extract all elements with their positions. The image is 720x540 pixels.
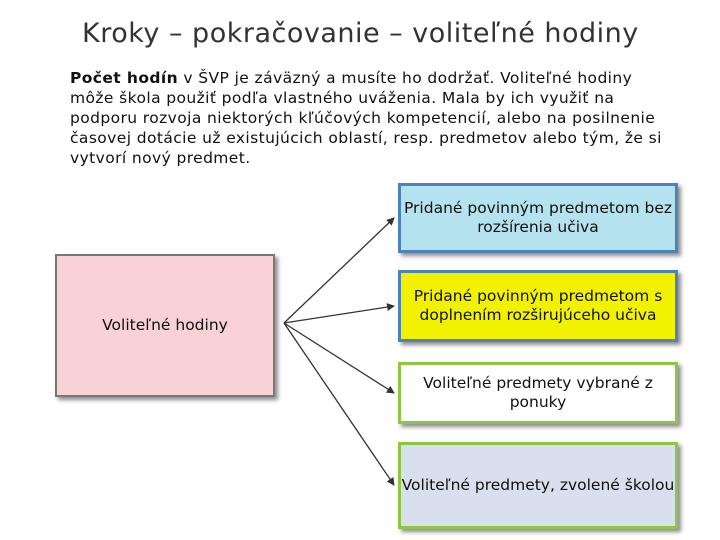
target-box-label: Pridané povinným predmetom s doplnením rozširujúceho učiva — [413, 287, 663, 324]
target-box-label: Voliteľné predmety, zvolené školou — [401, 476, 675, 494]
target-box-label: Pridané povinným predmetom bez rozšírenia učiva — [403, 199, 672, 236]
source-box-volitelne-hodiny — [55, 254, 275, 397]
source-box-label: Voliteľné hodiny — [102, 316, 228, 334]
slide-title: Kroky – pokračovanie – voliteľné hodiny — [82, 18, 639, 49]
arrow-to-target-2 — [284, 306, 394, 323]
intro-text: v ŠVP je záväzný a musíte ho dodržať. Voliteľné hodiny môže škola použiť podľa vlastného uváženia. Mala by ich využiť na podporu rozvoja niektorých kľúčových kompetencií, alebo na posilnenie časovej dotácie už existujúcich oblastí, resp. predmetov alebo tým, že si vytvorí nový predmet. — [70, 69, 662, 167]
target-box-label: Voliteľné predmety vybrané z ponuky — [423, 374, 653, 411]
arrow-to-target-4 — [284, 323, 394, 485]
target-box-zvolene-skolou — [398, 442, 678, 529]
arrow-to-target-3 — [284, 323, 394, 393]
intro-bold-term: Počet hodín — [70, 69, 179, 87]
target-box-s-doplnenim — [398, 270, 678, 342]
arrow-to-target-1 — [284, 218, 394, 323]
target-box-z-ponuky — [398, 362, 678, 424]
target-box-bez-rozsirenia — [398, 183, 678, 253]
